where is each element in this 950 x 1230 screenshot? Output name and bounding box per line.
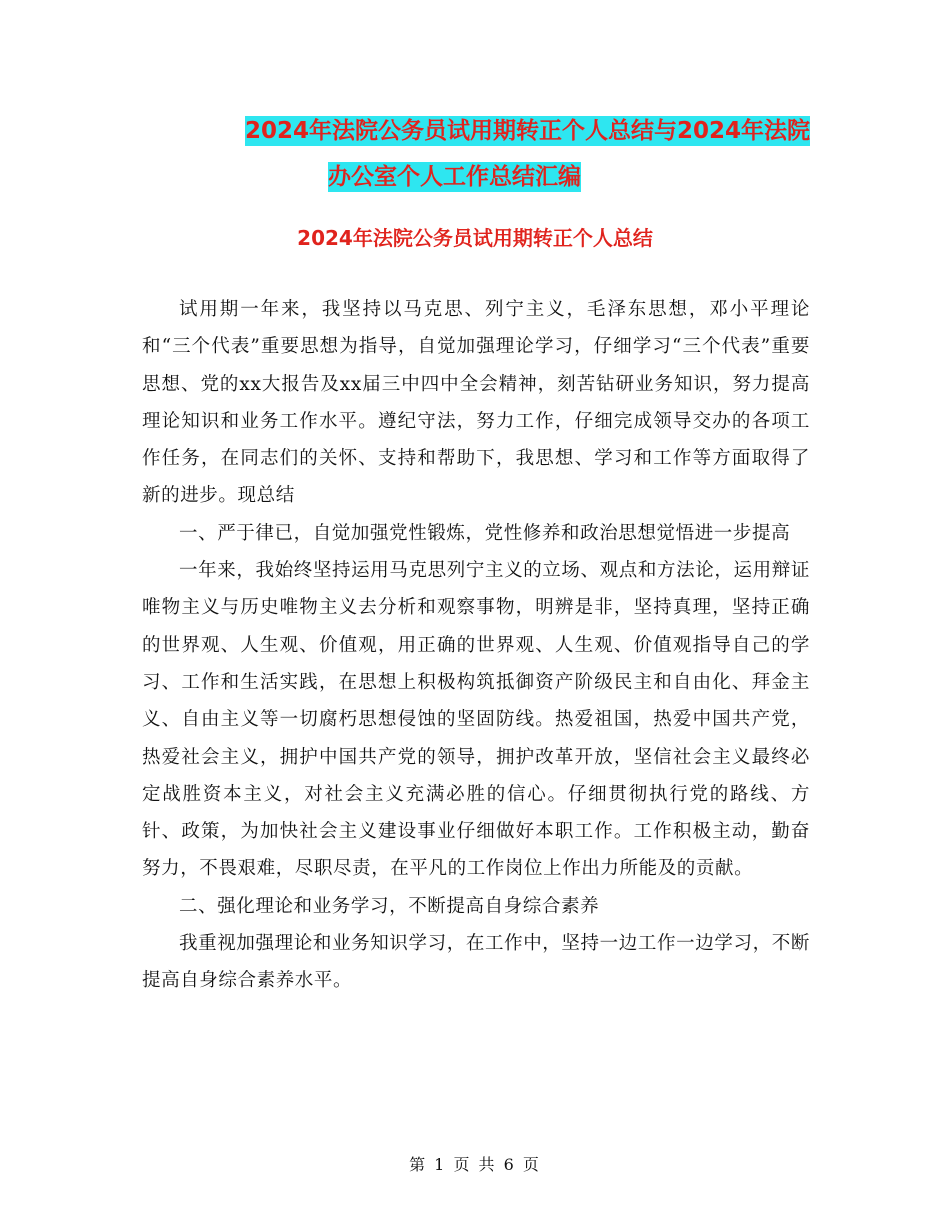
document-body (142, 291, 810, 1000)
paragraph-body-1: 一年来，我始终坚持运用马克思列宁主义的立场、观点和方法论，运用辩证唯物主义与历史唯物主义去分析和观察事物，明辨是非，坚持真理，坚持正确的世界观、人生观、价值观，用正确的世界观、人生观、价值观指导自己的学习、工作和生活实践，在思想上积极构筑抵御资产阶级民主和自由化、拜金主义、自由主义等一切腐朽思想侵蚀的坚固防线。热爱祖国，热爱中国共产党，热爱社会主义，拥护中国共产党的领导，拥护改革开放，坚信社会主义最终必定战胜资本主义，对社会主义充满必胜的信心。仔细贯彻执行党的路线、方针、政策，为加快社会主义建设事业仔细做好本职工作。工作积极主动，勤奋努力，不畏艰难，尽职尽责，在平凡的工作岗位上作出力所能及的贡献。 (142, 560, 810, 880)
page-footer: 第 1 页 共 6 页 (409, 1155, 541, 1174)
paragraph-intro: 试用期一年来，我坚持以马克思、列宁主义，毛泽东思想，邓小平理论和“三个代表”重要思想为指导，自觉加强理论学习，仔细学习“三个代表”重要思想、党的xx大报告及xx届三中四中全会精神，刻苦钻研业务知识，努力提高理论知识和业务工作水平。遵纪守法，努力工作，仔细完成领导交办的各项工作任务，在同志们的关怀、支持和帮助下，我思想、学习和工作等方面取得了新的进步。现总结 (142, 299, 810, 507)
paragraph-heading-1: 一、严于律已，自觉加强党性锻炼，党性修养和政治思想觉悟进一步提高 (179, 522, 791, 544)
main-title-line-2 (140, 154, 840, 200)
paragraph-heading-2: 二、强化理论和业务学习，不断提高自身综合素养 (179, 895, 600, 917)
document-main-title (140, 108, 840, 200)
main-title-line-1-text: 2024年法院公务员试用期转正个人总结与2024年法院 (244, 118, 810, 144)
main-title-line-2-text: 办公室个人工作总结汇编 (328, 164, 581, 190)
paragraph-body-2: 我重视加强理论和业务知识学习，在工作中，坚持一边工作一边学习，不断提高自身综合素养水平。 (142, 933, 810, 992)
main-title-line-1 (140, 108, 840, 154)
section-title: 2024年法院公务员试用期转正个人总结 (297, 226, 653, 250)
